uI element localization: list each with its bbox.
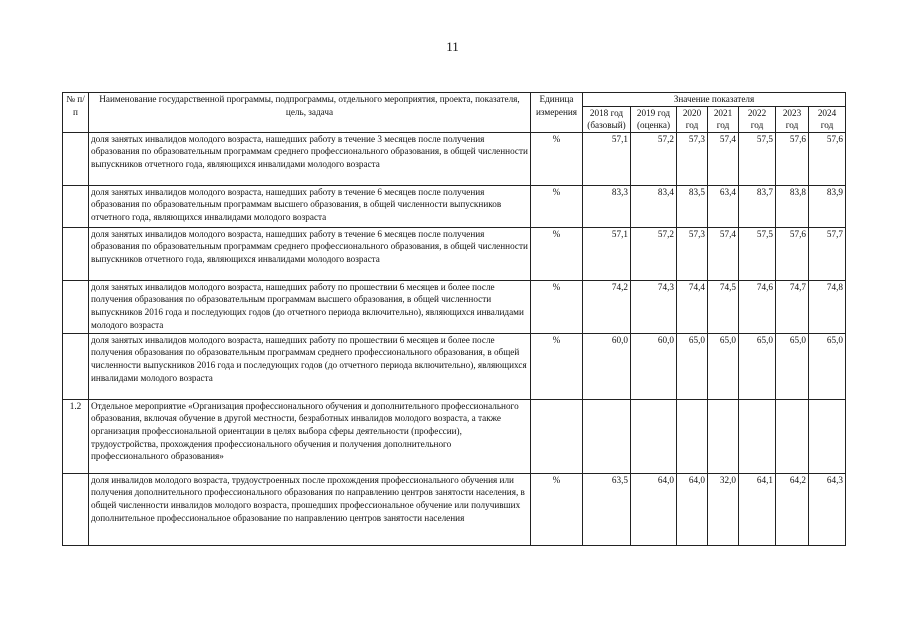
value-cell: 83,7 — [739, 185, 776, 227]
row-number — [63, 280, 89, 333]
header-year-label: 2023 — [782, 107, 802, 118]
value-cell: 83,8 — [776, 185, 809, 227]
row-number — [63, 333, 89, 399]
header-year — [583, 106, 631, 132]
value-cell: 57,3 — [677, 132, 708, 185]
value-cell: 74,4 — [677, 280, 708, 333]
row-number — [63, 185, 89, 227]
value-cell: 65,0 — [677, 333, 708, 399]
table-row — [63, 333, 846, 399]
unit-cell: % — [531, 132, 583, 185]
value-cell: 57,5 — [739, 132, 776, 185]
value-cell: 57,2 — [631, 227, 677, 280]
row-number: 1.2 — [63, 399, 89, 473]
value-cell: 60,0 — [583, 333, 631, 399]
value-cell: 57,6 — [776, 132, 809, 185]
value-cell: 74,8 — [809, 280, 846, 333]
indicator-table — [62, 92, 846, 546]
indicator-name: доля занятых инвалидов молодого возраста, нашедших работу по прошествии 6 месяцев и более после получения образования по образовательным программам высшего образования, в общей численности выпускников 2016 года и последующих годов (до отчетного периода включительно), являющихся инвалидами молодого возраста — [89, 280, 531, 333]
row-number — [63, 227, 89, 280]
value-cell: 57,3 — [677, 227, 708, 280]
indicator-name: доля инвалидов молодого возраста, трудоустроенных после прохождения профессионального обучения или получения дополнительного профессионального образования по направлению центров занятости населения, в общей численности инвалидов молодого возраста, прошедших профессиональное обучение или получивших дополнительное профессиональное образование по направлению центров занятости населения — [89, 473, 531, 545]
value-cell — [776, 399, 809, 473]
value-cell: 74,3 — [631, 280, 677, 333]
table-row — [63, 227, 846, 280]
value-cell: 57,4 — [708, 227, 739, 280]
header-no: № п/п — [63, 93, 89, 133]
value-cell: 83,3 — [583, 185, 631, 227]
value-cell: 57,1 — [583, 132, 631, 185]
header-year-note: год — [785, 120, 799, 131]
value-cell: 32,0 — [708, 473, 739, 545]
header-year-note: год — [716, 120, 730, 131]
value-cell: 83,9 — [809, 185, 846, 227]
value-cell: 83,5 — [677, 185, 708, 227]
value-cell — [708, 399, 739, 473]
header-year-label: 2024 — [817, 107, 837, 118]
value-cell: 57,7 — [809, 227, 846, 280]
header-year — [809, 106, 846, 132]
unit-cell — [531, 399, 583, 473]
value-cell: 83,4 — [631, 185, 677, 227]
header-year-label: 2019 год — [636, 107, 671, 118]
header-year-note: год — [820, 120, 834, 131]
header-year-note: (базовый) — [587, 120, 626, 131]
table-row — [63, 185, 846, 227]
row-number — [63, 473, 89, 545]
value-cell — [739, 399, 776, 473]
value-cell: 63,5 — [583, 473, 631, 545]
header-year-note: (оценка) — [636, 120, 671, 131]
header-year-label: 2022 — [747, 107, 767, 118]
indicator-name: доля занятых инвалидов молодого возраста, нашедших работу в течение 6 месяцев после получения образования по образовательным программам высшего образования, в общей численности выпускников отчетного года, являющихся инвалидами молодого возраста — [89, 185, 531, 227]
indicator-name: доля занятых инвалидов молодого возраста, нашедших работу в течение 6 месяцев после получения образования по образовательным программам среднего профессионального образования, в общей численности выпускников отчетного года, являющихся инвалидами молодого возраста — [89, 227, 531, 280]
indicator-name: доля занятых инвалидов молодого возраста, нашедших работу по прошествии 6 месяцев и более после получения образования по образовательным программам среднего профессионального образования, в общей численности выпускников 2016 года и последующих годов (до отчетного периода включительно), являющихся инвалидами молодого возраста — [89, 333, 531, 399]
value-cell: 65,0 — [739, 333, 776, 399]
header-name: Наименование государственной программы, подпрограммы, отдельного мероприятия, проекта, показателя, цель, задача — [89, 93, 531, 133]
value-cell: 63,4 — [708, 185, 739, 227]
unit-cell: % — [531, 280, 583, 333]
header-year — [776, 106, 809, 132]
indicator-name: доля занятых инвалидов молодого возраста, нашедших работу в течение 3 месяцев после получения образования по образовательным программам среднего профессионального образования, в общей численности выпускников отчетного года, являющихся инвалидами молодого возраста — [89, 132, 531, 185]
value-cell — [583, 399, 631, 473]
header-year-note: год — [750, 120, 764, 131]
header-value-group: Значение показателя — [583, 93, 846, 107]
table-row — [63, 399, 846, 473]
value-cell: 64,3 — [809, 473, 846, 545]
header-year — [708, 106, 739, 132]
value-cell: 60,0 — [631, 333, 677, 399]
page-number: 11 — [446, 39, 459, 54]
value-cell: 57,5 — [739, 227, 776, 280]
value-cell: 64,1 — [739, 473, 776, 545]
header-year-label: 2021 — [713, 107, 733, 118]
header-year-label: 2018 год — [589, 107, 624, 118]
header-unit: Единица измерения — [531, 93, 583, 133]
value-cell: 57,6 — [809, 132, 846, 185]
value-cell — [677, 399, 708, 473]
value-cell: 64,0 — [677, 473, 708, 545]
value-cell: 65,0 — [708, 333, 739, 399]
value-cell — [631, 399, 677, 473]
header-year — [631, 106, 677, 132]
table-row — [63, 280, 846, 333]
header-year — [739, 106, 776, 132]
value-cell: 65,0 — [809, 333, 846, 399]
table-row — [63, 473, 846, 545]
value-cell: 74,6 — [739, 280, 776, 333]
value-cell: 64,0 — [631, 473, 677, 545]
unit-cell: % — [531, 227, 583, 280]
value-cell: 74,7 — [776, 280, 809, 333]
value-cell: 57,1 — [583, 227, 631, 280]
indicator-name: Отдельное мероприятие «Организация профессионального обучения и дополнительного профессионального образования, включая обучение в другой местности, безработных инвалидов молодого возраста, а также организация профессиональной ориентации в целях выбора сферы деятельности (профессии), трудоустройства, прохождения профессионального обучения и получения дополнительного профессионального образования» — [89, 399, 531, 473]
value-cell: 57,2 — [631, 132, 677, 185]
value-cell — [809, 399, 846, 473]
table-row — [63, 132, 846, 185]
value-cell: 57,4 — [708, 132, 739, 185]
value-cell: 64,2 — [776, 473, 809, 545]
unit-cell: % — [531, 473, 583, 545]
unit-cell: % — [531, 333, 583, 399]
value-cell: 74,2 — [583, 280, 631, 333]
row-number — [63, 132, 89, 185]
value-cell: 74,5 — [708, 280, 739, 333]
header-year — [677, 106, 708, 132]
header-year-note: год — [685, 120, 699, 131]
value-cell: 57,6 — [776, 227, 809, 280]
unit-cell: % — [531, 185, 583, 227]
header-year-label: 2020 — [682, 107, 702, 118]
value-cell: 65,0 — [776, 333, 809, 399]
